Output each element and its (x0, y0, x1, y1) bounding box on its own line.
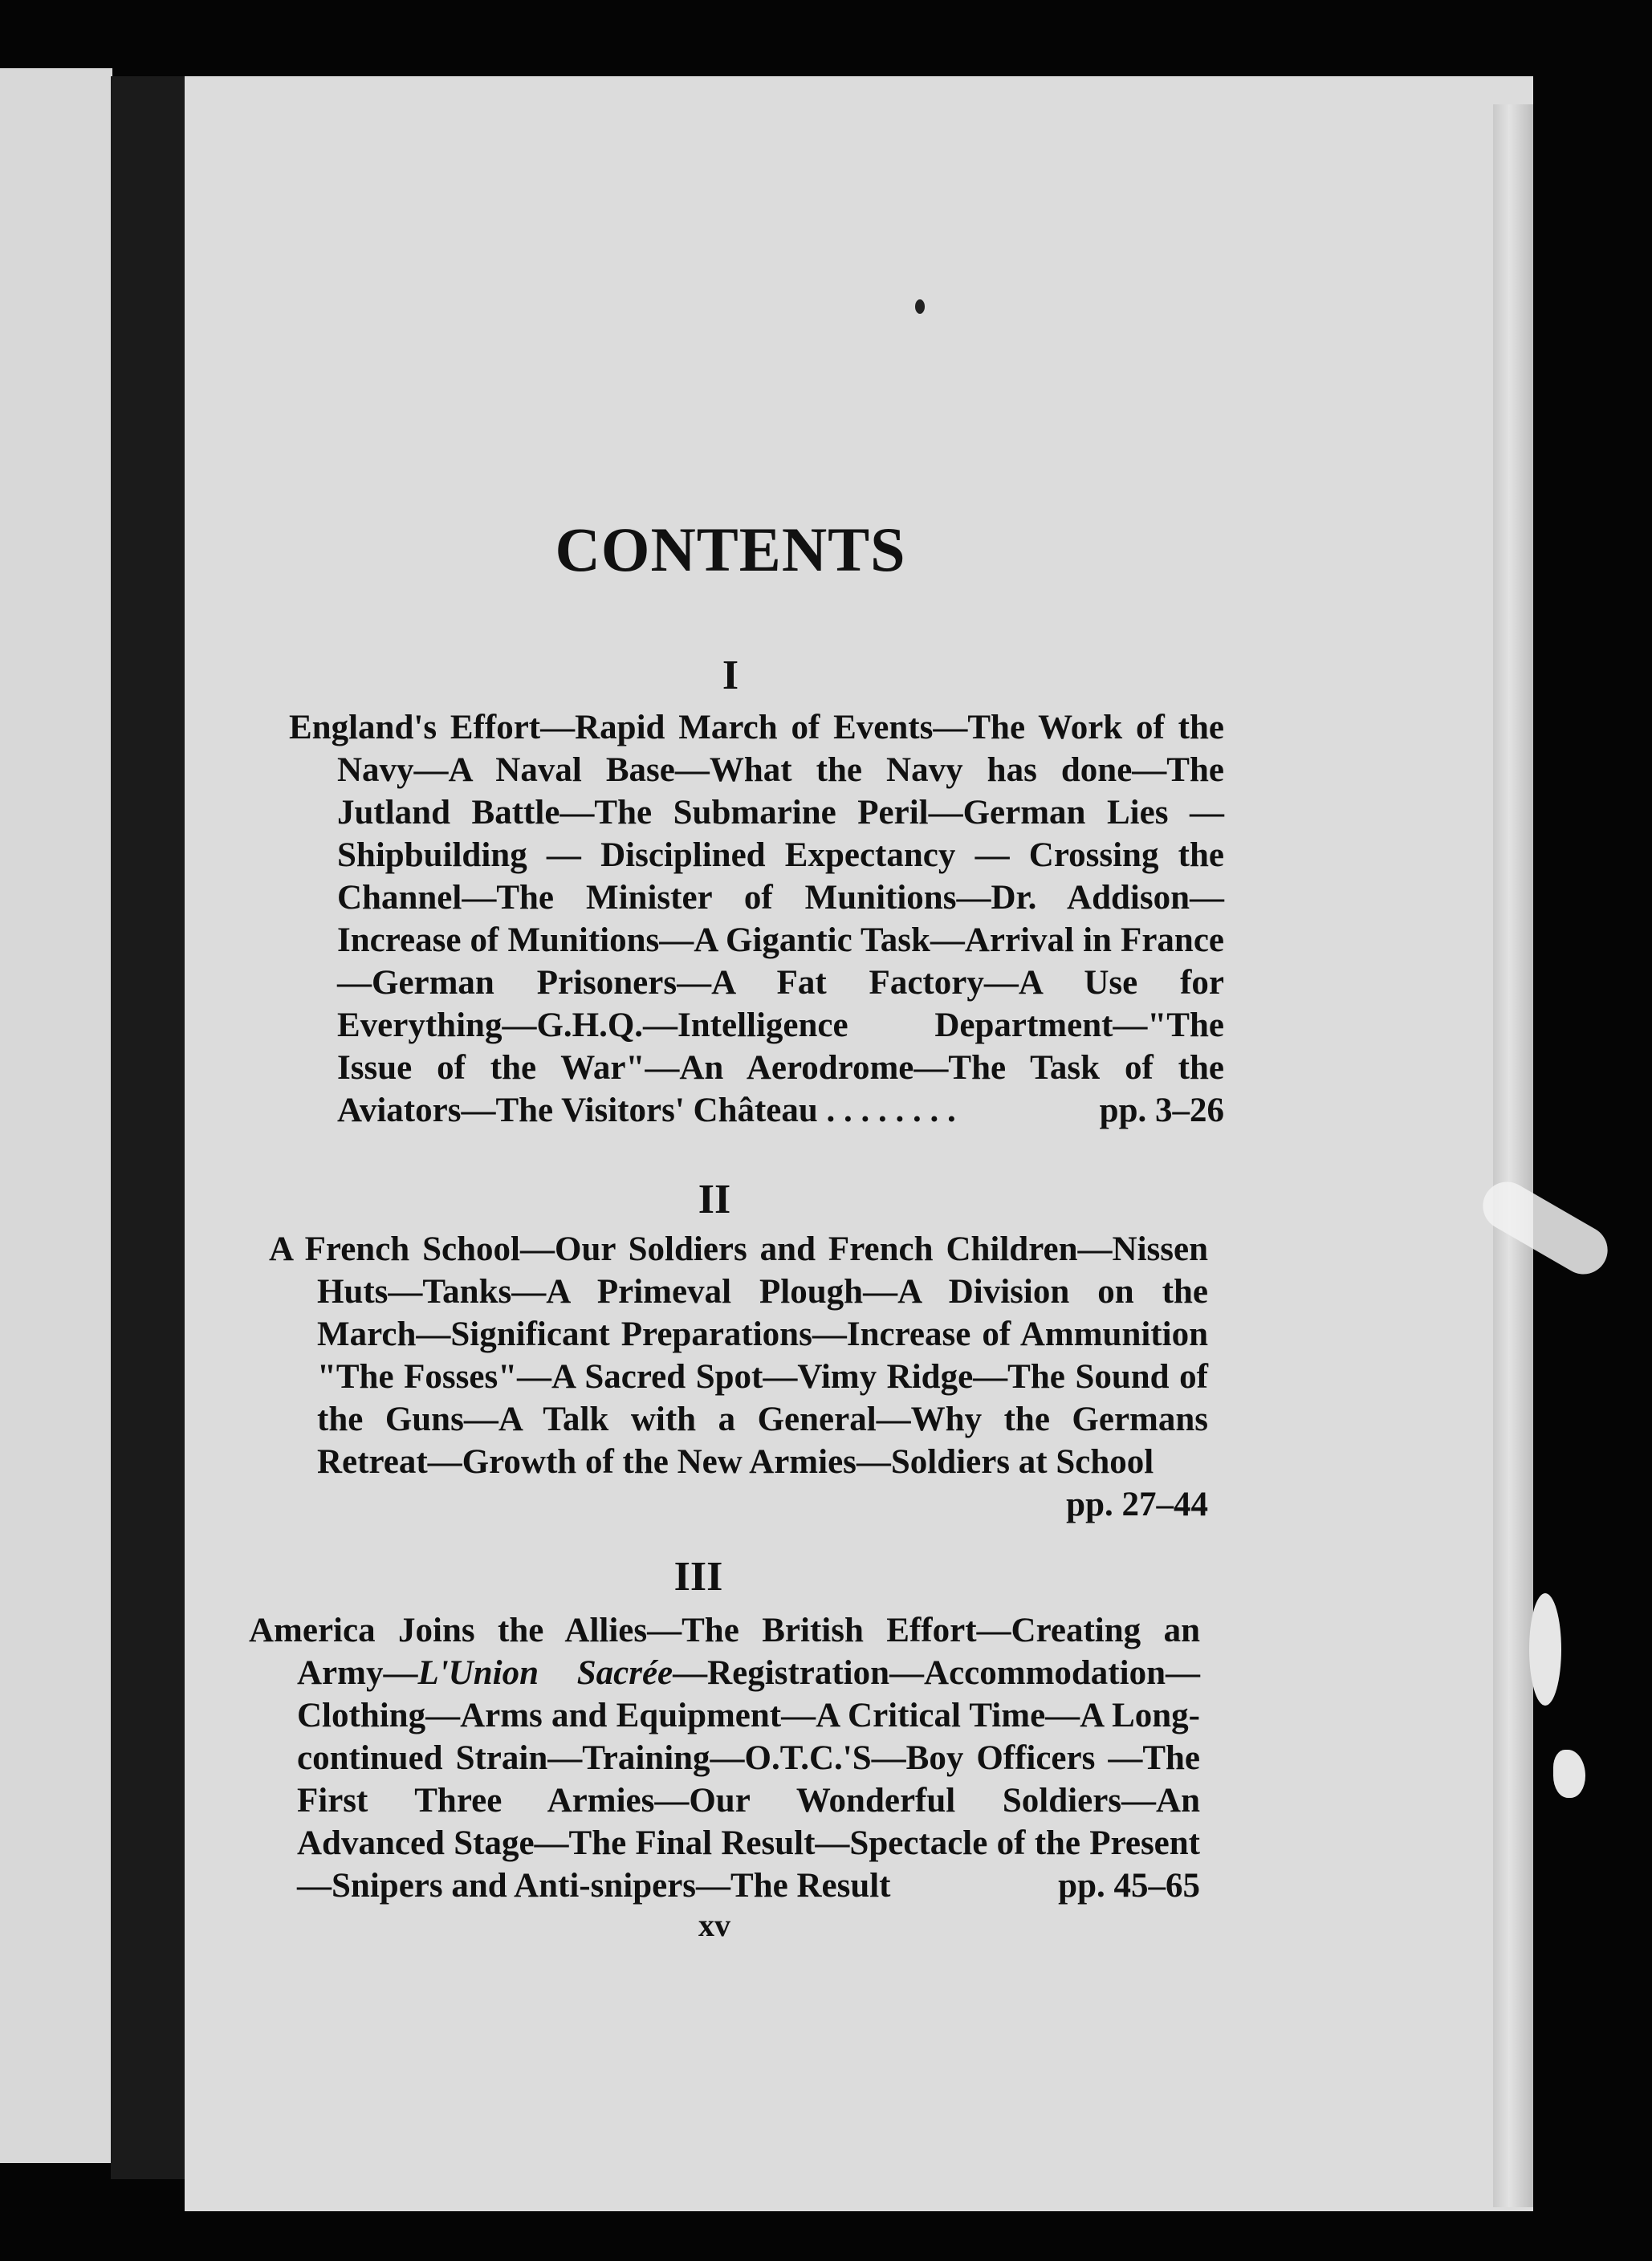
chapter-3-text-end: —Registration—Accommodation—Clothing—Arms and Equipment—A Critical Time—A Long-continued Strain—Training—O.T.C.'S—Boy Officers —The First Three Armies—Our Wonderful Soldiers—An Advanced Stage—The Final Result—Spectacle of the Present—Snipers and Anti-snipers—The Result (297, 1654, 1200, 1905)
scan-blemish (1553, 1750, 1585, 1798)
chapter-2-pages: pp. 27–44 (1066, 1486, 1208, 1523)
chapter-2-pages-line (317, 1483, 1208, 1526)
contents-heading: CONTENTS (555, 514, 906, 584)
chapter-2-summary (269, 1228, 1208, 1526)
scan-blemish (1529, 1593, 1561, 1706)
chapter-numeral-3: III (673, 1554, 723, 1600)
chapter-3-text-start: America Joins the Allies—The British Effort—Creating an Army— (249, 1612, 1200, 1692)
chapter-3-body (249, 1609, 1200, 1907)
page-folio: xv (698, 1907, 730, 1943)
chapter-1-pages: pp. 3–26 (1099, 1092, 1224, 1129)
ink-spot (915, 299, 925, 314)
chapter-3-summary (249, 1609, 1200, 1907)
book-gutter (111, 76, 185, 2179)
chapter-3-pages: pp. 45–65 (1058, 1867, 1200, 1905)
chapter-2-body (269, 1228, 1208, 1526)
chapter-numeral-1: I (722, 653, 739, 698)
facing-page-edge (0, 68, 112, 2163)
chapter-numeral-2: II (698, 1177, 731, 1222)
chapter-3-italic-phrase: L'Union Sacrée (417, 1654, 673, 1692)
chapter-1-body (289, 706, 1224, 1132)
chapter-1-text: England's Effort—Rapid March of Events—The Work of the Navy—A Naval Base—What the Navy has done—The Jutland Battle—The Submarine Peril—German Lies —Shipbuilding — Disciplined Expectancy — Crossing the Channel—The Minister of Munitions—Dr. Addison—Increase of Munitions—A Gigantic Task—Arrival in France —German Prisoners—A Fat Factory—A Use for Everything—G.H.Q.—Intelligence Department—"The Issue of the War"—An Aerodrome—The Task of the Aviators—The Visitors' Château . . . . . . . . (289, 709, 1224, 1129)
chapter-1-summary (289, 706, 1224, 1132)
page-edge (1493, 104, 1533, 2207)
chapter-2-text: A French School—Our Soldiers and French Children—Nissen Huts—Tanks—A Primeval Plough—A Division on the March—Significant Preparations—Increase of Ammunition "The Fosses"—A Sacred Spot—Vimy Ridge—The Sound of the Guns—A Talk with a General—Why the Germans Retreat—Growth of the New Armies—Soldiers at School (269, 1230, 1208, 1481)
